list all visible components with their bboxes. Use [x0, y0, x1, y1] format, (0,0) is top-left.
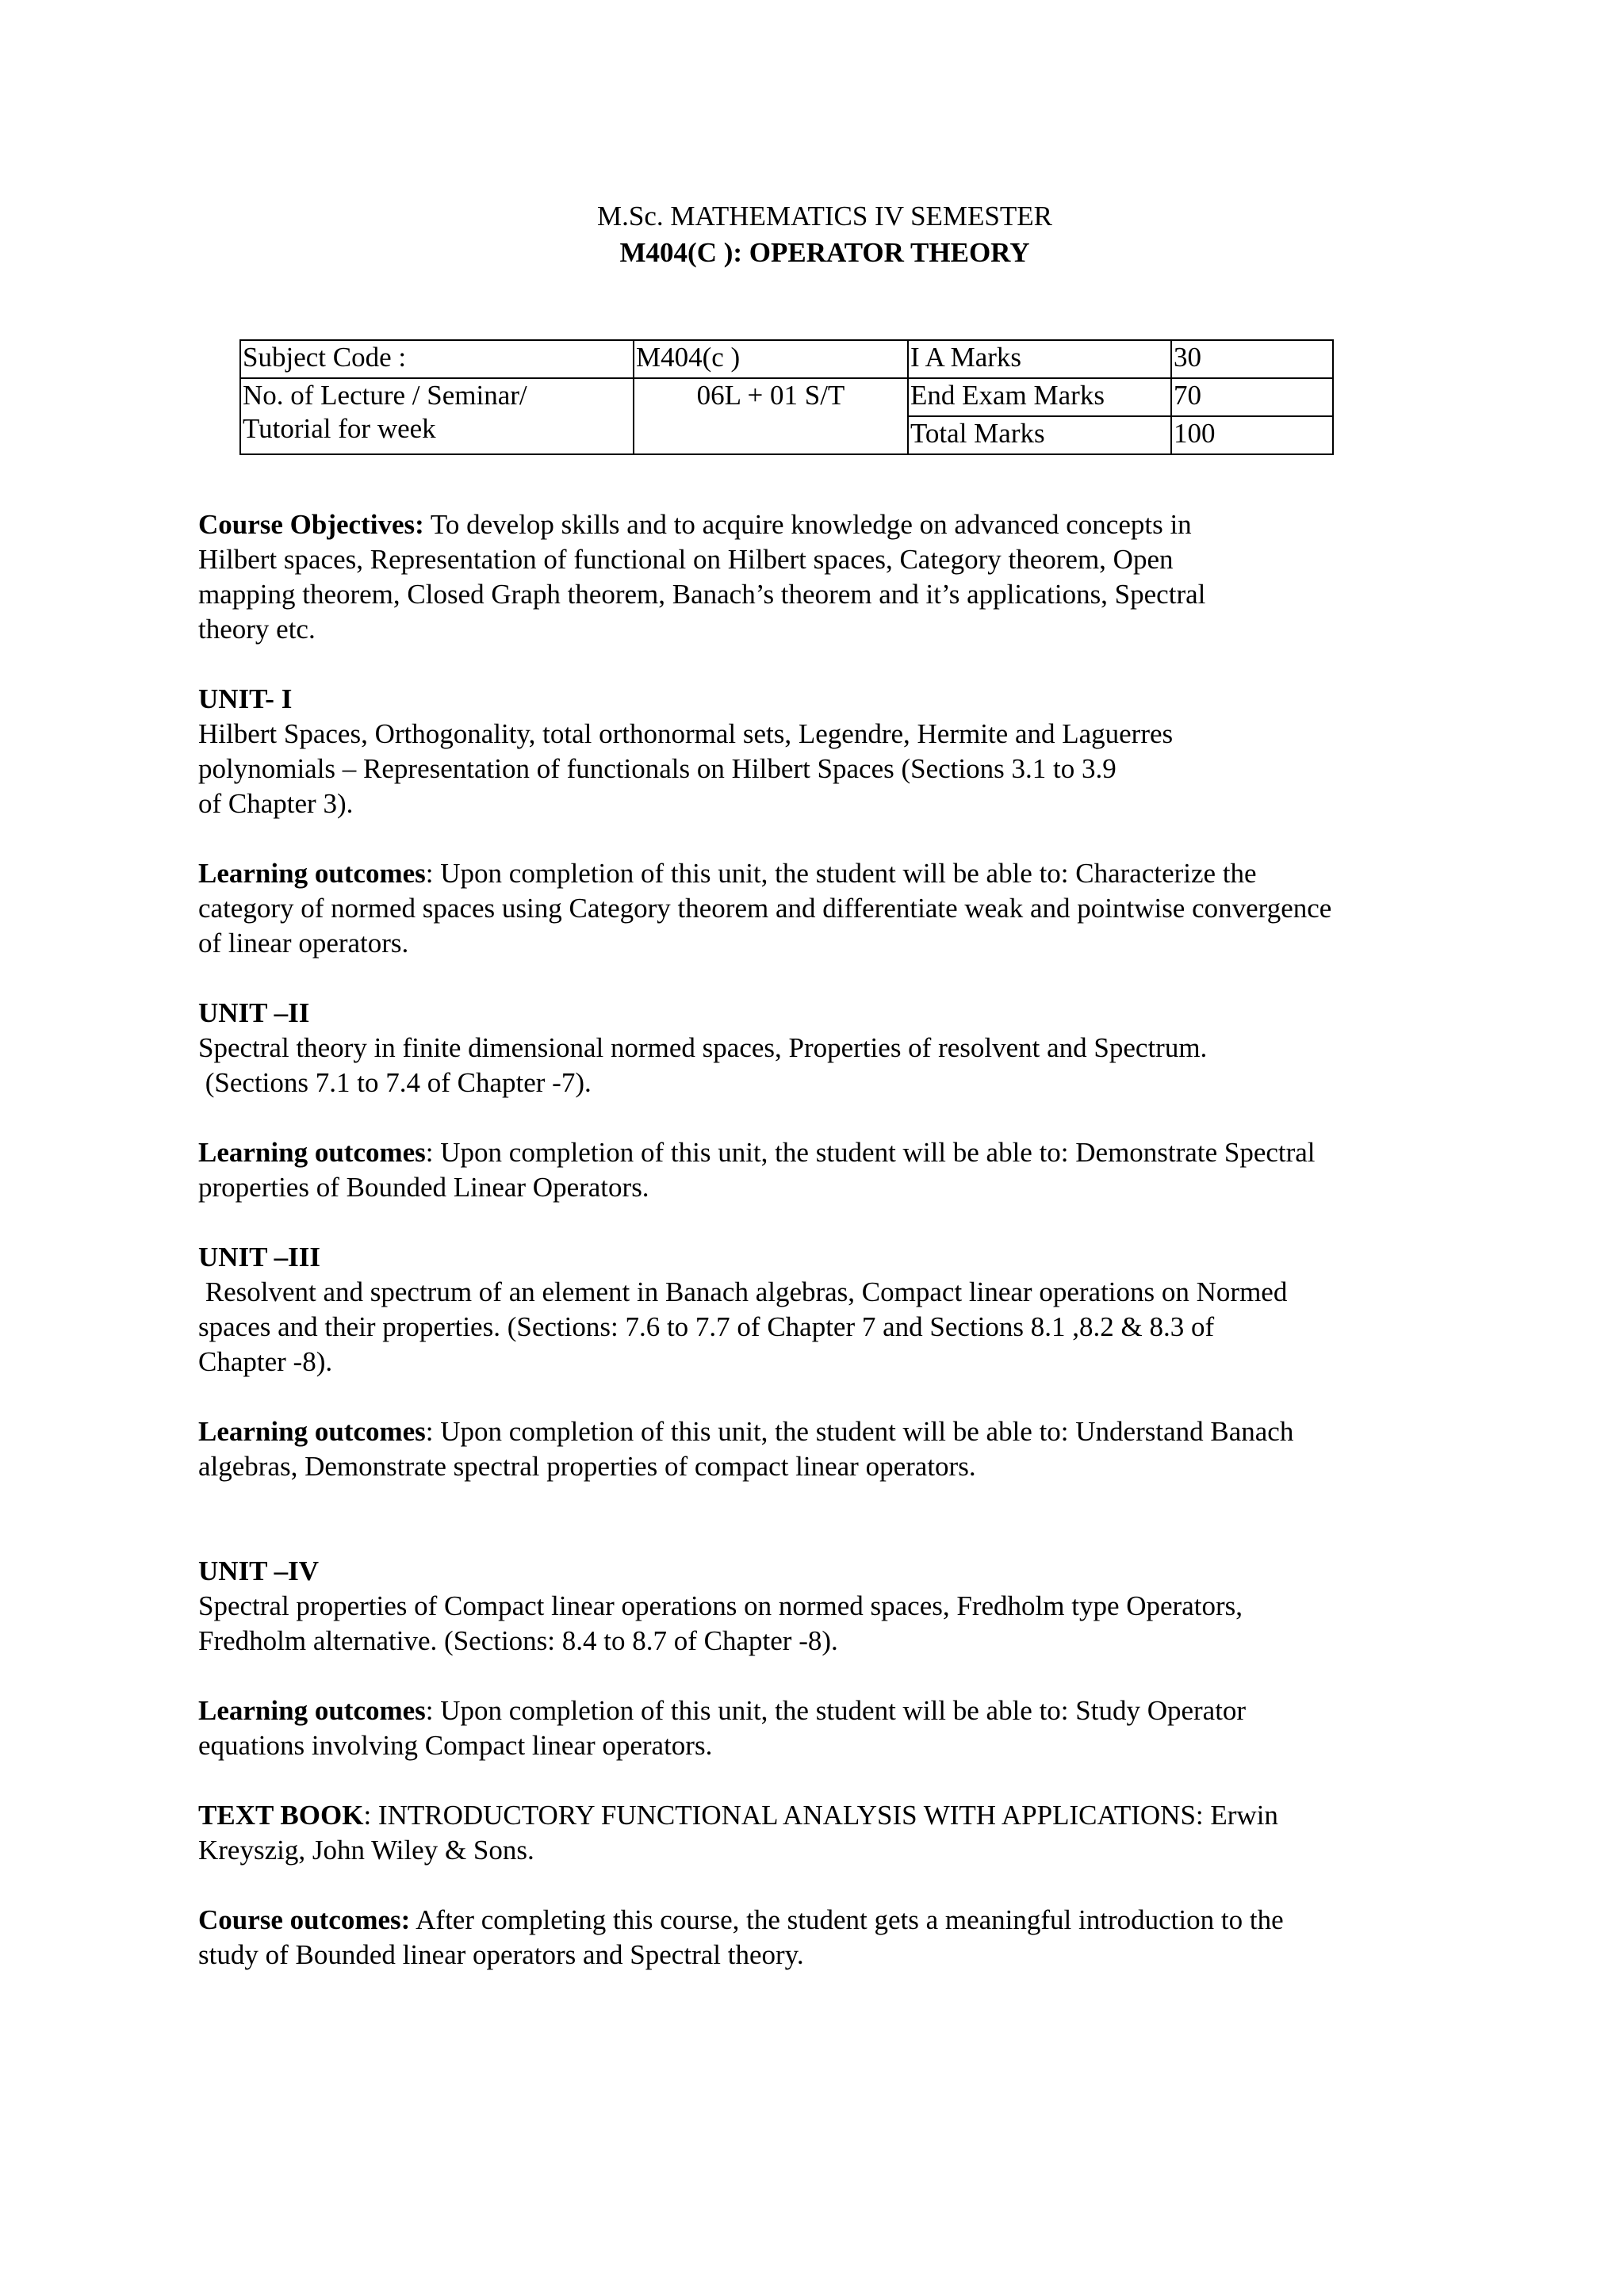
unit-4-outcomes [198, 1693, 1451, 1763]
unit-4 [198, 1554, 1451, 1659]
course-objectives-text: Hilbert spaces, Representation of functional on Hilbert spaces, Category theorem, Open [198, 544, 1174, 575]
learning-outcomes-label: Learning outcomes [198, 858, 426, 889]
spacer [198, 1519, 1451, 1554]
table-row [240, 340, 1333, 378]
unit-heading: UNIT- I [198, 683, 293, 714]
learning-outcomes-text: : Upon completion of this unit, the student will be able to: Characterize the [425, 858, 1257, 889]
unit-text: polynomials – Representation of functionals on Hilbert Spaces (Sections 3.1 to 3.9 [198, 753, 1116, 784]
unit-3-outcomes [198, 1414, 1451, 1484]
document-body [198, 507, 1451, 2007]
end-exam-label: End Exam Marks [908, 378, 1171, 416]
course-objectives-text: To develop skills and to acquire knowledge on advanced concepts in [423, 509, 1192, 540]
subject-code-label: Subject Code : [240, 340, 634, 378]
learning-outcomes-text: category of normed spaces using Category theorem and differentiate weak and pointwise convergence [198, 893, 1332, 924]
unit-heading: UNIT –II [198, 997, 310, 1028]
unit-heading: UNIT –III [198, 1242, 320, 1272]
lecture-value: 06L + 01 S/T [634, 378, 908, 454]
unit-text: Hilbert Spaces, Orthogonality, total orthonormal sets, Legendre, Hermite and Laguerres [198, 718, 1174, 749]
learning-outcomes-label: Learning outcomes [198, 1416, 426, 1447]
learning-outcomes-label: Learning outcomes [198, 1137, 426, 1168]
unit-heading: UNIT –IV [198, 1556, 320, 1586]
subject-code-value: M404(c ) [634, 340, 908, 378]
course-outcomes [198, 1903, 1451, 1973]
table-row [240, 378, 1333, 416]
unit-2 [198, 996, 1451, 1100]
ia-marks-value: 30 [1171, 340, 1333, 378]
unit-2-outcomes [198, 1135, 1451, 1205]
text-book-label: TEXT BOOK [198, 1800, 364, 1831]
learning-outcomes-text: equations involving Compact linear operators. [198, 1730, 713, 1761]
unit-1 [198, 682, 1451, 821]
text-book-text: : INTRODUCTORY FUNCTIONAL ANALYSIS WITH APPLICATIONS: Erwin [363, 1800, 1278, 1831]
lecture-label [240, 378, 634, 454]
course-outcomes-label: Course outcomes: [198, 1904, 411, 1935]
unit-text: spaces and their properties. (Sections: 7.6 to 7.7 of Chapter 7 and Sections 8.1 ,8.2 & 8.3 of [198, 1311, 1215, 1342]
course-title: M404(C ): OPERATOR THEORY [619, 237, 1030, 268]
learning-outcomes-text: of linear operators. [198, 928, 409, 959]
unit-text: Spectral theory in finite dimensional normed spaces, Properties of resolvent and Spectrum. [198, 1032, 1208, 1063]
document-page [198, 198, 1451, 1970]
end-exam-value: 70 [1171, 378, 1333, 416]
document-header [198, 198, 1451, 271]
lecture-label-line: No. of Lecture / Seminar/ [243, 380, 527, 411]
course-objectives-text: mapping theorem, Closed Graph theorem, Banach’s theorem and it’s applications, Spectral [198, 579, 1206, 610]
learning-outcomes-label: Learning outcomes [198, 1695, 426, 1726]
total-marks-label: Total Marks [908, 416, 1171, 454]
course-outcomes-text: After completing this course, the student gets a meaningful introduction to the [410, 1904, 1284, 1935]
text-book-text: Kreyszig, John Wiley & Sons. [198, 1835, 534, 1866]
learning-outcomes-text: properties of Bounded Linear Operators. [198, 1172, 649, 1203]
unit-text: of Chapter 3). [198, 788, 354, 819]
course-objectives [198, 507, 1451, 647]
course-objectives-label: Course Objectives: [198, 509, 424, 540]
course-objectives-text: theory etc. [198, 614, 316, 645]
unit-text: Spectral properties of Compact linear operations on normed spaces, Fredholm type Operators, [198, 1590, 1243, 1621]
course-outcomes-text: study of Bounded linear operators and Spectral theory. [198, 1939, 804, 1970]
course-info-table [239, 339, 1334, 455]
learning-outcomes-text: : Upon completion of this unit, the student will be able to: Understand Banach [425, 1416, 1294, 1447]
unit-text: Fredholm alternative. (Sections: 8.4 to 8.7 of Chapter -8). [198, 1625, 838, 1656]
learning-outcomes-text: : Upon completion of this unit, the student will be able to: Demonstrate Spectral [425, 1137, 1316, 1168]
unit-text: Resolvent and spectrum of an element in Banach algebras, Compact linear operations on Normed [198, 1276, 1288, 1307]
ia-marks-label: I A Marks [908, 340, 1171, 378]
lecture-label-line: Tutorial for week [243, 413, 436, 444]
text-book [198, 1798, 1451, 1868]
learning-outcomes-text: : Upon completion of this unit, the student will be able to: Study Operator [425, 1695, 1247, 1726]
learning-outcomes-text: algebras, Demonstrate spectral properties of compact linear operators. [198, 1451, 976, 1482]
program-title: M.Sc. MATHEMATICS IV SEMESTER [597, 201, 1052, 232]
unit-3 [198, 1240, 1451, 1380]
unit-1-outcomes [198, 856, 1451, 961]
total-marks-value: 100 [1171, 416, 1333, 454]
unit-text: Chapter -8). [198, 1346, 333, 1377]
unit-text: (Sections 7.1 to 7.4 of Chapter -7). [198, 1067, 592, 1098]
